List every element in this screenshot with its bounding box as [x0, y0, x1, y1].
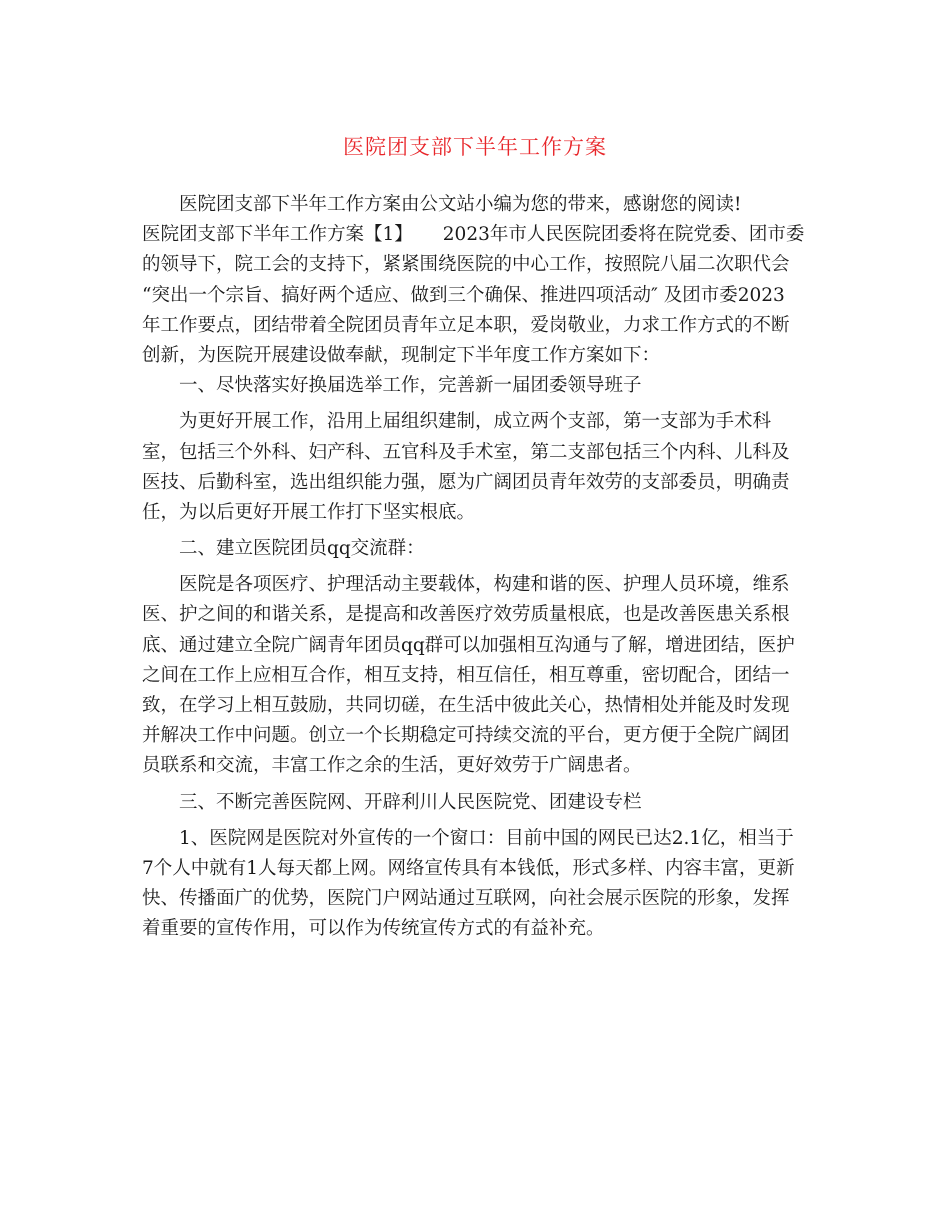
section-heading: 一、尽快落实好换届选举工作，完善新一届团委领导班子 — [179, 375, 642, 397]
text-line: 之间在工作上应相互合作，相互支持，相互信任，相互尊重，密切配合，团结一 — [142, 664, 790, 686]
text-line: 年工作要点，团结带着全院团员青年立足本职，爱岗敬业，力求工作方式的不断 — [142, 314, 790, 336]
text-line: 医技、后勤科室，选出组织能力强，愿为广阔团员青年效劳的支部委员，明确责 — [142, 471, 790, 493]
text-line: 1、医院网是医院对外宣传的一个窗口：目前中国的网民已达2.1亿，相当于 — [179, 827, 794, 849]
text-line — [142, 220, 812, 250]
document-body — [142, 190, 812, 945]
text-line: 员联系和交流，丰富工作之余的生活，更好效劳于广阔患者。 — [142, 755, 642, 777]
text-line: 医、护之间的和谐关系，是提高和改善医疗效劳质量根底，也是改善医患关系根 — [142, 604, 790, 626]
text-line: 创新，为医院开展建设做奉献，现制定下半年度工作方案如下： — [142, 344, 661, 366]
text-line: 致，在学习上相互鼓励，共同切磋，在生活中彼此关心，热情相处并能及时发现 — [142, 695, 790, 716]
text-line: 医院是各项医疗、护理活动主要载体，构建和谐的医、护理人员环境，维系 — [179, 574, 790, 596]
text-line: 并解决工作中问题。创立一个长期稳定可持续交流的平台，更方便于全院广阔团 — [142, 725, 790, 747]
section-heading: 三、不断完善医院网、开辟利川人民医院党、团建设专栏 — [179, 791, 642, 813]
section-heading: 二、建立医院团员qq交流群： — [179, 538, 425, 560]
text-line: 着重要的宣传作用，可以作为传统宣传方式的有益补充。 — [142, 918, 605, 940]
document-title: 医院团支部下半年工作方案 — [343, 135, 607, 159]
text-line: 室，包括三个外科、妇产科、五官科及手术室，第二支部包括三个内科、儿科及 — [142, 441, 790, 463]
text-line-segment: 2023年市人民医院团委将在院党委、团市委 — [442, 224, 805, 246]
text-line: 的领导下，院工会的支持下，紧紧围绕医院的中心工作，按照院八届二次职代会 — [142, 254, 790, 276]
text-line: 为更好开展工作，沿用上届组织建制，成立两个支部，第一支部为手术科 — [179, 411, 772, 433]
text-line: 快、传播面广的优势，医院门户网站通过互联网，向社会展示医院的形象，发挥 — [142, 888, 790, 910]
text-line: “突出一个宗旨、搞好两个适应、做到三个确保、推进四项活动″ 及团市委2023 — [142, 284, 785, 306]
section-heading-inline: 医院团支部下半年工作方案【1】 — [142, 224, 413, 246]
text-line: 任，为以后更好开展工作打下坚实根底。 — [142, 501, 476, 523]
intro-line: 医院团支部下半年工作方案由公文站小编为您的带来，感谢您的阅读! — [179, 194, 742, 215]
text-line: 7个人中就有1人每天都上网。网络宣传具有本钱低，形式多样、内容丰富，更新 — [142, 857, 795, 879]
text-line: 底、通过建立全院广阔青年团员qq群可以加强相互沟通与了解，增进团结，医护 — [142, 634, 795, 656]
